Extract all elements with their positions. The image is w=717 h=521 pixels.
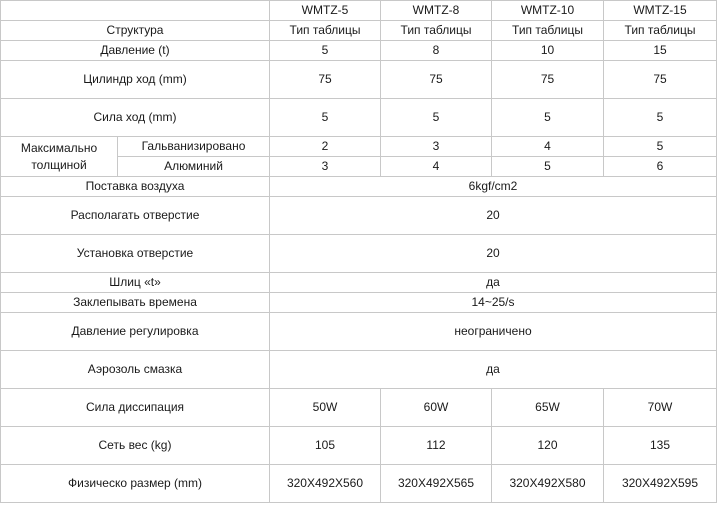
row-label xyxy=(1,235,270,273)
table-row xyxy=(1,351,717,389)
row-label-line: отверстие xyxy=(136,246,194,260)
row-label-line: Аэрозоль xyxy=(87,362,141,376)
row-label: Поставка воздуха xyxy=(1,177,270,197)
cell: 8 xyxy=(381,41,492,61)
row-label-line: отверстие xyxy=(143,208,200,222)
cell: 10 xyxy=(492,41,604,61)
merged-cell: 20 xyxy=(270,197,717,235)
cell: 6 xyxy=(604,157,717,177)
row-label-line: Сила xyxy=(85,400,116,414)
cell: 75 xyxy=(381,61,492,99)
row-label-line: толщиной xyxy=(31,157,87,172)
row-sublabel: Гальванизировано xyxy=(118,137,270,157)
merged-cell: неограничено xyxy=(270,313,717,351)
row-label-line: Располагать xyxy=(70,208,140,222)
row-label-line: ход (mm) xyxy=(136,72,187,86)
row-group-label xyxy=(1,137,118,177)
table-row xyxy=(1,41,717,61)
row-label-line: Установка xyxy=(76,246,134,260)
row-label xyxy=(1,197,270,235)
row-label: Давление (t) xyxy=(1,41,270,61)
merged-cell: 6kgf/cm2 xyxy=(270,177,717,197)
merged-cell: да xyxy=(270,273,717,293)
cell: 320X492X595 xyxy=(604,465,717,503)
row-label-line: размер (mm) xyxy=(130,476,202,490)
table-row xyxy=(1,273,717,293)
table-row xyxy=(1,235,717,273)
row-label-line: вес (kg) xyxy=(128,438,172,452)
table-row xyxy=(1,313,717,351)
table-row xyxy=(1,21,717,41)
table-row xyxy=(1,465,717,503)
column-header: WMTZ-15 xyxy=(604,1,717,21)
table-row xyxy=(1,61,717,99)
cell: Тип таблицы xyxy=(270,21,381,41)
row-label xyxy=(1,351,270,389)
row-label-line: регулировка xyxy=(129,324,199,338)
cell: 320X492X580 xyxy=(492,465,604,503)
cell: Тип таблицы xyxy=(381,21,492,41)
cell: Тип таблицы xyxy=(492,21,604,41)
row-label xyxy=(1,389,270,427)
row-label-line: смазка xyxy=(143,362,183,376)
cell: 4 xyxy=(381,157,492,177)
cell: 70W xyxy=(604,389,717,427)
merged-cell: 14~25/s xyxy=(270,293,717,313)
row-label-line: Физическо xyxy=(68,476,128,490)
cell: 112 xyxy=(381,427,492,465)
row-label: Заклепывать времена xyxy=(1,293,270,313)
cell: 5 xyxy=(381,99,492,137)
table-row xyxy=(1,99,717,137)
row-label-line: Сила xyxy=(93,110,123,124)
table-row xyxy=(1,197,717,235)
row-label-line: Цилиндр xyxy=(83,72,133,86)
cell: 60W xyxy=(381,389,492,427)
merged-cell: да xyxy=(270,351,717,389)
cell: 2 xyxy=(270,137,381,157)
cell: 65W xyxy=(492,389,604,427)
row-label xyxy=(1,427,270,465)
header-corner xyxy=(1,1,270,21)
row-label-line: Сеть xyxy=(98,438,126,452)
cell: 3 xyxy=(381,137,492,157)
row-label xyxy=(1,99,270,137)
cell: 5 xyxy=(604,99,717,137)
row-sublabel: Алюминий xyxy=(118,157,270,177)
table-row xyxy=(1,389,717,427)
cell: 50W xyxy=(270,389,381,427)
cell: 5 xyxy=(604,137,717,157)
cell: 320X492X565 xyxy=(381,465,492,503)
cell: 4 xyxy=(492,137,604,157)
column-header: WMTZ-10 xyxy=(492,1,604,21)
cell: 135 xyxy=(604,427,717,465)
merged-cell: 20 xyxy=(270,235,717,273)
row-label-line: ход (mm) xyxy=(125,110,177,124)
row-label: Структура xyxy=(1,21,270,41)
header-row xyxy=(1,1,717,21)
row-label xyxy=(1,465,270,503)
cell: 75 xyxy=(604,61,717,99)
cell: 105 xyxy=(270,427,381,465)
cell: 75 xyxy=(492,61,604,99)
row-label xyxy=(1,313,270,351)
cell: 120 xyxy=(492,427,604,465)
row-label xyxy=(1,61,270,99)
table-row xyxy=(1,137,717,157)
row-label-line: Давление xyxy=(71,324,127,338)
row-label: Шлиц «t» xyxy=(1,273,270,293)
row-label-line: Максимально xyxy=(20,140,98,155)
cell: 320X492X560 xyxy=(270,465,381,503)
cell: 5 xyxy=(270,41,381,61)
table-row xyxy=(1,427,717,465)
row-label-line: диссипация xyxy=(118,400,185,414)
table-row xyxy=(1,177,717,197)
cell: 5 xyxy=(492,99,604,137)
cell: 3 xyxy=(270,157,381,177)
column-header: WMTZ-8 xyxy=(381,1,492,21)
cell: 5 xyxy=(492,157,604,177)
cell: 5 xyxy=(270,99,381,137)
table-row xyxy=(1,293,717,313)
cell: 75 xyxy=(270,61,381,99)
column-header: WMTZ-5 xyxy=(270,1,381,21)
cell: Тип таблицы xyxy=(604,21,717,41)
cell: 15 xyxy=(604,41,717,61)
